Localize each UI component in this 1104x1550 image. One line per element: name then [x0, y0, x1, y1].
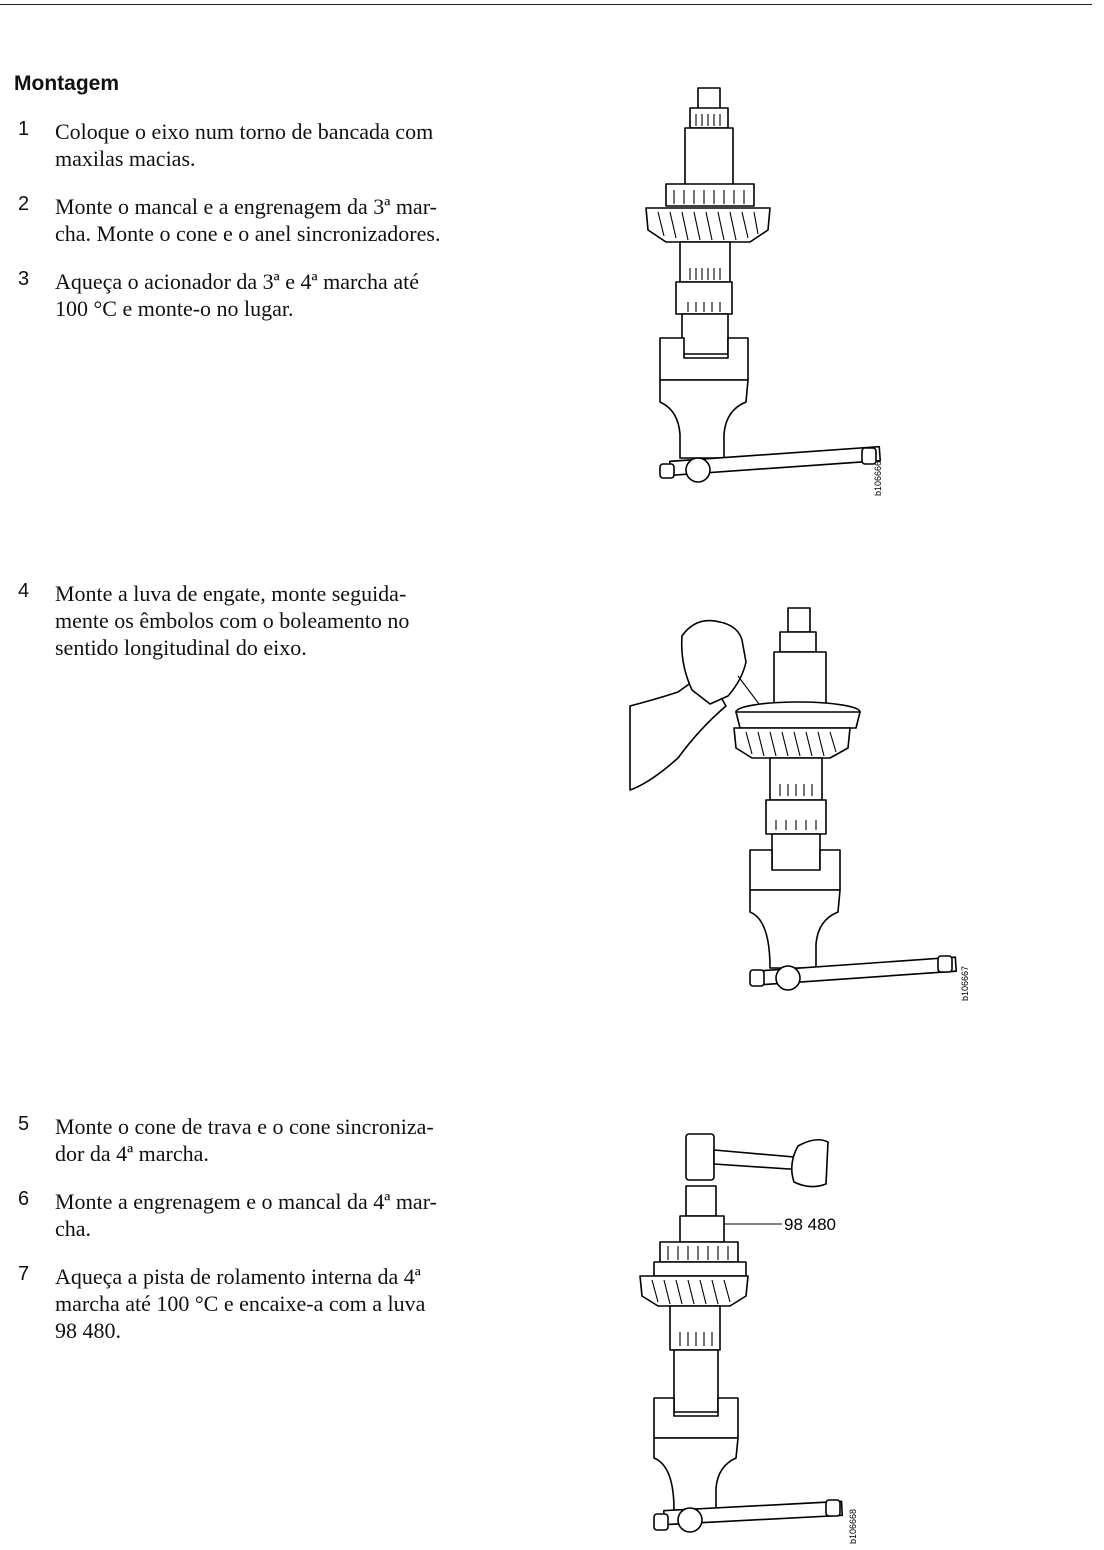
- step-number: 6: [18, 1188, 30, 1210]
- step-6: [14, 1188, 514, 1242]
- step-number: 2: [18, 193, 30, 215]
- step-text: Aqueça a pista de rolamento interna da 4ª marcha até 100 °C e encaixe-a com a luva 98 480.: [55, 1264, 426, 1343]
- step-4: [14, 580, 514, 661]
- figure-code: b106666: [873, 460, 883, 496]
- step-number: 5: [18, 1113, 30, 1135]
- step-number: 7: [18, 1263, 30, 1285]
- step-5: [14, 1113, 514, 1167]
- step-number: 1: [18, 118, 30, 140]
- step-text: Monte o mancal e a engrenagem da 3ª mar- cha. Monte o cone e o anel sincronizadores.: [55, 194, 441, 246]
- step-2: [14, 193, 514, 247]
- top-rule: [0, 4, 1092, 5]
- shaft-in-vise-with-hammer-illustration: [630, 1128, 900, 1548]
- step-text: Monte o cone de trava e o cone sincroniza- dor da 4ª marcha.: [55, 1114, 434, 1166]
- step-text: Monte a luva de engate, monte seguida- mente os êmbolos com o boleamento no sentido longitudinal do eixo.: [55, 581, 410, 660]
- shaft-in-vise-illustration: [630, 80, 890, 500]
- step-text: Aqueça o acionador da 3ª e 4ª marcha até 100 °C e monte-o no lugar.: [55, 269, 419, 321]
- figure-code: b106668: [848, 1508, 858, 1544]
- step-number: 4: [18, 580, 30, 602]
- shaft-in-vise-with-hand-illustration: [630, 608, 975, 1003]
- figure-code: b106667: [960, 965, 970, 1001]
- step-3: [14, 268, 514, 322]
- section-heading: Montagem: [14, 72, 119, 95]
- step-text: Coloque o eixo num torno de bancada com maxilas macias.: [55, 119, 434, 171]
- step-text: Monte a engrenagem e o mancal da 4ª mar- cha.: [55, 1189, 437, 1241]
- tool-label: 98 480: [784, 1215, 836, 1234]
- step-1: [14, 118, 514, 172]
- step-7: [14, 1263, 514, 1344]
- step-number: 3: [18, 268, 30, 290]
